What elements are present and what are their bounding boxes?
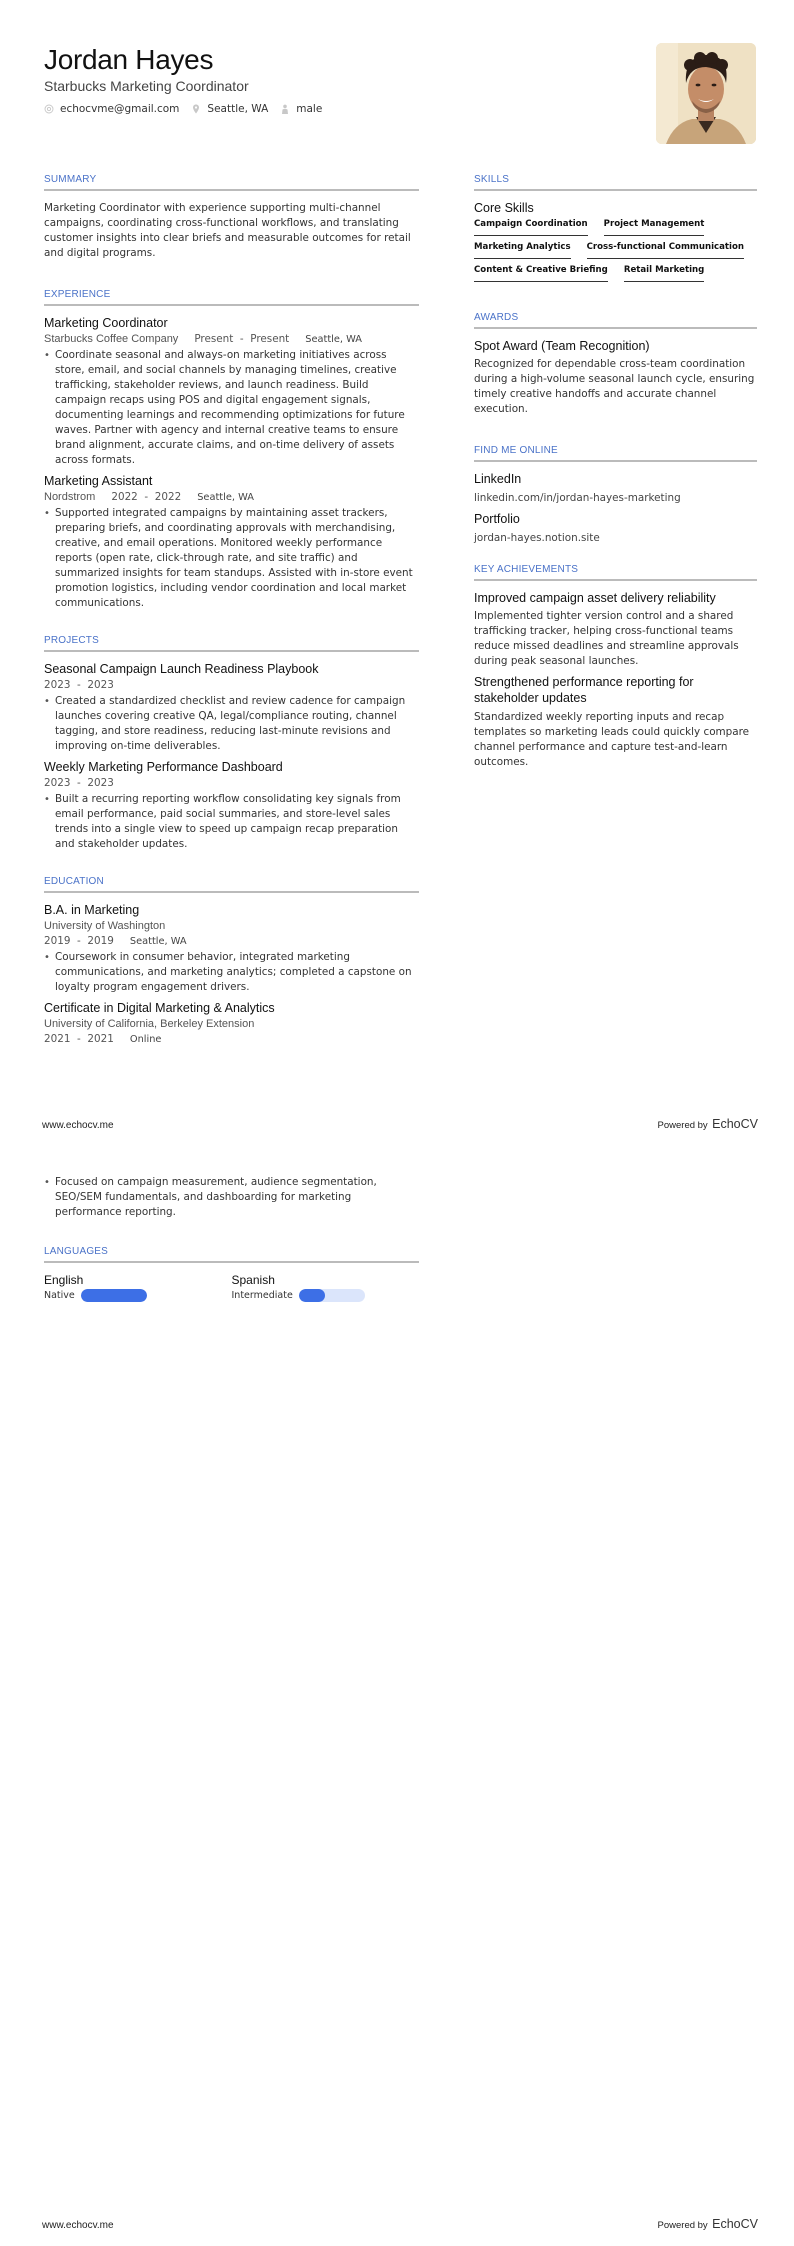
bullet-item: • Supported integrated campaigns by maintaining asset trackers, preparing briefs, and coordinating approvals with merchandising, creative, and email operations. Monitored weekly performance reports (open rate, click-through rate, and site traffic) and summarized insights for team standups. Assisted with in-store event promotion logistics, including vendor coordination and local market communications. — [44, 506, 419, 611]
proficiency-bar — [81, 1289, 147, 1302]
project-bullets — [44, 792, 419, 852]
education-bullets — [44, 950, 419, 995]
award-name: Spot Award (Team Recognition) — [474, 339, 650, 353]
education-item — [44, 1001, 419, 1045]
skill-tag: Retail Marketing — [624, 265, 704, 282]
summary-section — [44, 174, 419, 261]
brand-name[interactable]: EchoCV — [712, 2217, 758, 2231]
link-label-portfolio: Portfolio — [474, 512, 520, 526]
proficiency-bar-fill — [299, 1289, 325, 1302]
bullet-item: • Focused on campaign measurement, audience segmentation, SEO/SEM fundamentals, and dashboarding for marketing performance reporting. — [44, 1175, 419, 1220]
job-bullets — [44, 348, 419, 468]
language-item — [44, 1273, 232, 1302]
left-column — [44, 174, 419, 1048]
proficiency-bar — [299, 1289, 365, 1302]
person-icon — [280, 104, 290, 114]
company-name: Nordstrom — [44, 491, 96, 503]
skill-tag: Cross-functional Communication — [587, 242, 744, 259]
candidate-name: Jordan Hayes — [44, 44, 214, 75]
profile-photo — [656, 43, 756, 144]
footer-powered — [658, 2215, 758, 2233]
portrait-illustration — [656, 43, 756, 144]
job-bullets — [44, 506, 419, 611]
job-title: Marketing Assistant — [44, 474, 153, 488]
project-meta — [44, 679, 419, 691]
language-level: Intermediate — [231, 1290, 293, 1301]
section-title-achievements: KEY ACHIEVEMENTS — [474, 564, 757, 581]
language-name: Spanish — [231, 1273, 275, 1287]
language-level-row — [232, 1289, 420, 1302]
footer-site-link[interactable]: www.echocv.me — [42, 2220, 114, 2231]
education-meta — [44, 1033, 419, 1045]
section-title-experience: EXPERIENCE — [44, 289, 419, 306]
link-linkedin[interactable]: linkedin.com/in/jordan-hayes-marketing — [474, 492, 681, 504]
company-name: Starbucks Coffee Company — [44, 333, 179, 345]
degree-name: Certificate in Digital Marketing & Analytics — [44, 1001, 275, 1015]
education-bullets-continued — [44, 1175, 419, 1220]
contact-gender-text: male — [296, 103, 323, 115]
education-meta — [44, 935, 419, 947]
skill-tag: Content & Creative Briefing — [474, 265, 608, 282]
skills-section — [474, 174, 757, 282]
section-title-languages: LANGUAGES — [44, 1246, 419, 1263]
project-dates: 2023 - 2023 — [44, 777, 114, 789]
job-meta — [44, 333, 419, 345]
section-title-projects: PROJECTS — [44, 635, 419, 652]
contact-gender — [280, 103, 322, 115]
proficiency-bar-fill — [81, 1289, 147, 1302]
candidate-role: Starbucks Marketing Coordinator — [44, 78, 249, 94]
job-location: Seattle, WA — [305, 334, 363, 345]
project-item — [44, 662, 419, 754]
education-item — [44, 903, 419, 995]
project-name: Weekly Marketing Performance Dashboard — [44, 760, 283, 774]
footer-site-link[interactable]: www.echocv.me — [42, 1120, 114, 1131]
project-bullets — [44, 694, 419, 754]
job-title: Marketing Coordinator — [44, 316, 168, 330]
contact-email-text: echocvme@gmail.com — [60, 103, 180, 115]
degree-name: B.A. in Marketing — [44, 903, 140, 917]
job-location: Seattle, WA — [197, 492, 254, 503]
bullet-item: • Built a recurring reporting workflow consolidating key signals from email performance, paid social summaries, and store-level sales trends into a single view to speed up campaign recap preparation and stakeholder updates. — [44, 792, 419, 852]
language-item — [232, 1273, 420, 1302]
section-title-summary: SUMMARY — [44, 174, 419, 191]
experience-item — [44, 474, 419, 611]
job-meta — [44, 491, 419, 503]
project-dates: 2023 - 2023 — [44, 679, 114, 691]
job-dates: Present - Present — [194, 333, 290, 345]
achievement-description: Implemented tighter version control and a shared trafficking tracker, helping cross-functional teams reduce missed deadlines and streamline approvals during peak seasonal launches. — [474, 610, 739, 667]
skill-tags — [474, 219, 757, 282]
school-name: University of California, Berkeley Extension — [44, 1018, 255, 1030]
online-section — [474, 445, 757, 544]
link-label-linkedin: LinkedIn — [474, 472, 522, 486]
experience-section — [44, 289, 419, 611]
project-name: Seasonal Campaign Launch Readiness Playbook — [44, 662, 319, 676]
project-meta — [44, 777, 419, 789]
skill-tag: Campaign Coordination — [474, 219, 588, 236]
bullet-item: • Coursework in consumer behavior, integrated marketing communications, and marketing analytics; completed a capstone on loyalty program engagement drivers. — [44, 950, 419, 995]
projects-section — [44, 635, 419, 852]
language-level-row — [44, 1289, 232, 1302]
link-portfolio[interactable]: jordan-hayes.notion.site — [474, 532, 600, 544]
education-location: Online — [129, 1034, 162, 1045]
language-level: Native — [44, 1290, 75, 1301]
section-title-awards: AWARDS — [474, 312, 757, 329]
skill-tag: Marketing Analytics — [474, 242, 571, 259]
powered-by-text: Powered by — [657, 2220, 708, 2231]
language-name: English — [44, 1273, 84, 1287]
at-icon — [44, 104, 54, 114]
right-column — [474, 174, 757, 770]
languages-section — [44, 1246, 419, 1302]
language-list — [44, 1273, 419, 1302]
achievements-section — [474, 564, 757, 770]
achievement-description: Standardized weekly reporting inputs and recap templates so marketing leads could quickly compare channel performance and capture test-and-learn outcomes. — [474, 711, 750, 768]
section-title-online: FIND ME ONLINE — [474, 445, 757, 462]
school-name: University of Washington — [44, 920, 166, 932]
experience-item — [44, 316, 419, 468]
map-pin-icon — [191, 104, 201, 114]
section-title-skills: SKILLS — [474, 174, 757, 191]
achievement-name: Improved campaign asset delivery reliability — [474, 591, 716, 605]
achievement-name: Strengthened performance reporting for stakeholder updates — [474, 675, 694, 705]
powered-by-text: Powered by — [657, 1120, 708, 1131]
left-column-continued — [44, 1175, 419, 1302]
contact-location — [191, 103, 268, 115]
page-footer — [42, 2215, 758, 2233]
contact-row — [44, 103, 322, 115]
resume-page-2 — [0, 1123, 794, 2246]
contact-location-text: Seattle, WA — [207, 103, 269, 115]
education-location: Seattle, WA — [129, 936, 187, 947]
award-description: Recognized for dependable cross-team coordination during a high-volume seasonal launch cycle, ensuring timely creative handoffs and accurate channel execution. — [474, 358, 755, 415]
education-section — [44, 876, 419, 1045]
job-dates: 2022 - 2022 — [111, 491, 182, 503]
bullet-item: • Created a standardized checklist and review cadence for campaign launches covering creative QA, legal/compliance routing, channel tagging, and store readiness, reducing last-minute revisions and improving on-time deliverables. — [44, 694, 419, 754]
awards-section — [474, 312, 757, 417]
contact-email[interactable] — [44, 103, 179, 115]
section-title-education: EDUCATION — [44, 876, 419, 893]
education-dates: 2019 - 2019 — [44, 935, 114, 947]
bullet-item: • Coordinate seasonal and always-on marketing initiatives across store, email, and social channels by managing timelines, creative trafficking, stakeholder reviews, and launch readiness. Build campaign recaps using POS and digital engagement signals, documenting learnings and recommending optimizations for future waves. Partner with agency and internal creative teams to ensure brand alignment, accurate claims, and on-time delivery of assets across formats. — [44, 348, 419, 468]
education-dates: 2021 - 2021 — [44, 1033, 114, 1045]
brand-name[interactable]: EchoCV — [712, 1117, 758, 1131]
skill-tag: Project Management — [604, 219, 705, 236]
project-item — [44, 760, 419, 852]
skill-group-title: Core Skills — [474, 201, 534, 215]
summary-text: Marketing Coordinator with experience supporting multi-channel campaigns, coordinating cross-functional workflows, and translating customer insights into clear briefs and measurable outcomes for retail and digital programs. — [44, 202, 411, 259]
